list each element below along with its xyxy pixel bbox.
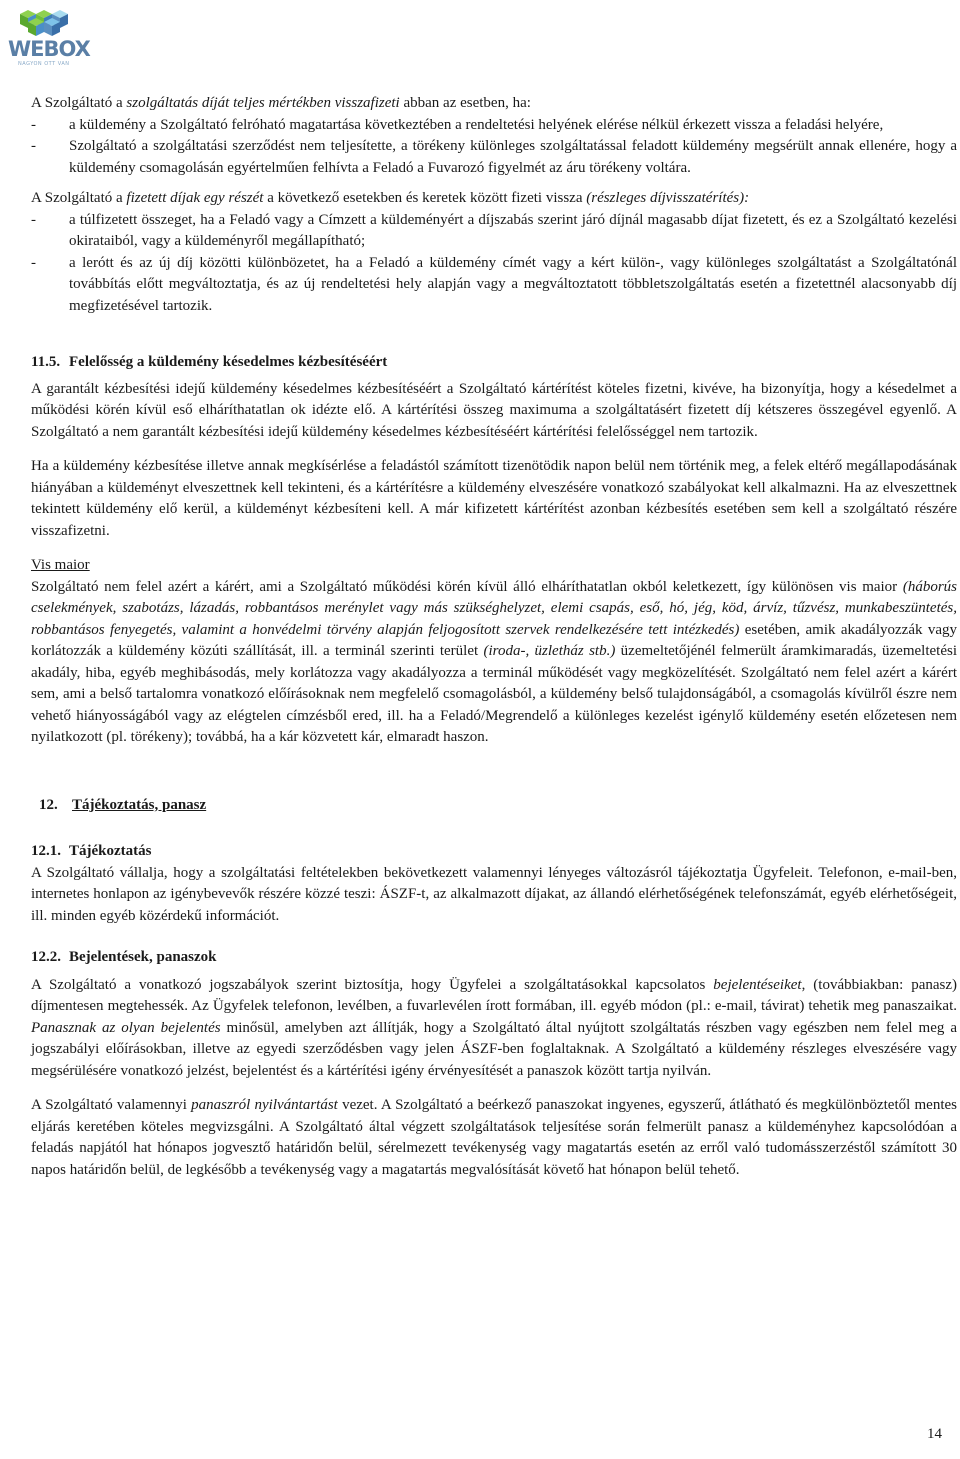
italic-run: (részleges díjvisszatérítés): (586, 190, 750, 206)
text-run: Szolgáltató nem felel azért a kárért, ami a Szolgáltató működési körén kívül álló elháríthatatlan okból keletkezett, így különösen vis maior (31, 578, 903, 595)
list-dash: - (31, 116, 36, 133)
list-dash: - (31, 138, 36, 154)
text-run: A Szolgáltató a vonatkozó jogszabályok szerint biztosítja, hogy Ügyfelei a szolgáltatásokkal kapcsolatos (31, 976, 714, 993)
section-heading-12-1 (31, 841, 957, 863)
section-number: 12. (39, 796, 58, 813)
text-run: vezet. A Szolgáltató a beérkező panaszokat ingyenes, egyszerű, átlátható és megkülönböztetől mentes eljárás keretében köteles megvizsgálni. A Szolgáltató által végzett szolgáltatások teljesítése során felmerült panasz a küldeményhez kapcsolódóan a feladás napjától hat hónapos jogvesztő határidőn belül, sérelmezett tevékenység vagy magatartás esetén az erről való tudomásszerzéstől számított 30 napos határidőn belül, de legkésőbb a tevékenység vagy a magatartás megvalósítását követő hat hónapon belül tehető. (31, 1097, 957, 1178)
list-item (31, 253, 957, 318)
list-item (31, 210, 957, 253)
section-title: Tájékoztatás (69, 843, 152, 859)
text-run: A Szolgáltató valamennyi (31, 1097, 192, 1113)
list-item-text: a lerótt és az új díj közötti különbözetet, ha a Feladó a küldemény címét vagy a kért külön-, vagy különleges szolgáltatást a Szolgáltatónál továbbítás előtt megváltoztatja, és az új rendeltetési hely alapján vagy a megváltoztatott többletszolgáltatás esetén a fizetettnél alacsonyabb díj megfizetésével tartozik. (69, 254, 957, 314)
text-run: A Szolgáltató a (31, 190, 127, 206)
logo-cubes-icon (16, 4, 72, 40)
text-run: a következő esetekben és keretek között fizeti vissza (263, 190, 587, 206)
text-run: abban az esetben, ha: (399, 95, 531, 111)
paragraph-vis-maior (31, 577, 957, 749)
list-item-text: a küldemény a Szolgáltató felróható magatartása következtében a rendeltetési helyének elérése nélkül érkezett vissza a feladási helyére, (69, 116, 884, 133)
logo-brand-text: WEBOX (8, 37, 90, 61)
section-title: Felelősség a küldemény késedelmes kézbesítéséért (69, 354, 388, 370)
section-heading-12 (39, 795, 957, 817)
text-run: üzemeltetőjénél felmerült áramkimaradás, üzemeltetési akadály, hiba, egyéb meghibásodás, mely korlátozza vagy akadályozza a terminál működését vagy megközelítését. Szolgáltató nem felel azért a kárért sem, ami a belső tartalomra vonatkozó előírásoknak nem megfelelő csomagolásból, a küldemény belső tulajdonságából, a csomagolás kívülről észre nem vehető hiányosságából vagy az elégtelen címzésből ered, ill. ha a Feladó/Megrendelő a különleges kezelést igénylő küldemény esetén előzetesen nem nyilatkozott (pl. törékeny); továbbá, ha a kár közvetett kár, elmaradt haszon. (31, 643, 957, 745)
paragraph-delay-liability: A garantált kézbesítési idejű küldemény késedelmes kézbesítéséért a Szolgáltató kártérítést köteles fizetni, kivéve, ha bizonyítja, hogy a késedelmet a működési körén kívül eső elháríthatatlan ok idézte elő. A kártérítési összeg maximuma a szolgáltatásért fizetett díj kétszeres összegével egyenlő. A Szolgáltató a nem garantált kézbesítési idejű küldemény késedelmes kézbesítéséért kártérítési felelősséggel nem tartozik. (31, 380, 957, 440)
italic-run: fizetett díjak egy részét (126, 190, 264, 206)
section-title: Tájékoztatás, panasz (72, 796, 207, 813)
text-run: minősül, amelyben azt állítják, hogy a Szolgáltató által nyújtott szolgáltatás részben vagy egészben nem felel meg a jogszabályi előírásokban, illetve az egyedi szerződésben vagy jelen ÁSZF-ben foglaltaknak. A Szolgáltató a küldemény részleges elveszésére vagy megsérülésére vonatkozó jelzést, bejelentést és a kártérítési igény érvényesítését a panaszok között tartja nyilván. (31, 1019, 957, 1079)
vis-maior-title: Vis maior (31, 557, 90, 573)
webox-logo (8, 4, 90, 67)
section-number: 12.2. (31, 949, 61, 965)
paragraph-full-refund (31, 93, 957, 115)
section-number: 12.1. (31, 843, 61, 859)
list-dash: - (31, 211, 36, 228)
section-heading-12-2 (31, 947, 957, 969)
section-number: 11.5. (31, 354, 61, 370)
section-title: Bejelentések, panaszok (69, 949, 217, 965)
italic-run: Panasznak az olyan bejelentés (31, 1019, 221, 1036)
list-item (31, 115, 957, 137)
text-run: , (továbbiakban: panasz) díjmentesen megtehessék. Az Ügyfelek telefonon, levélben, a fuvarlevélen írott formában, ill. egyéb módon (pl.: e-mail, távirat) tehetik meg panaszaikat. (31, 976, 957, 1014)
paragraph-partial-refund (31, 188, 957, 210)
vis-maior-heading (31, 555, 957, 577)
document-body (31, 93, 957, 1181)
section-heading-11-5 (31, 352, 957, 374)
paragraph-complaints (31, 975, 957, 1083)
list-item-text: a túlfizetett összeget, ha a Feladó vagy a Címzett a küldeményért a díjszabás szerint járó díjnál magasabb díjat fizetett, és ez a Szolgáltató kezelési okirataiból, vagy a küldeményről megállapítható; (69, 211, 957, 249)
paragraph-complaint-register (31, 1095, 957, 1181)
text-run: esetében, amik akadályozzák vagy korlátozzák a küldemény közúti szállítását, ill. a terminál szerinti terület (31, 621, 957, 659)
italic-run: szolgáltatás díját teljes mértékben visszafizeti (126, 95, 400, 111)
list-dash: - (31, 254, 36, 271)
paragraph-information: A Szolgáltató vállalja, hogy a szolgáltatási feltételekben bekövetkezett valamennyi lényeges változásról tájékoztatja Ügyfeleit. Telefonon, e-mail-ben, internetes honlapon az igénybevevők részére közzé teszi: ÁSZF-t, az alkalmazott díjakat, az állandó elérhetőségének telefonszámát, egyéb elérhetőségeit, ill. minden egyéb közérdekű információt. (31, 864, 957, 924)
list-item-text: Szolgáltató a szolgáltatási szerződést nem teljesítette, a törékeny különleges szolgáltatással feladott küldemény megsérült annak ellenére, hogy a küldemény csomagolásán egyértelműen felhívta a Feladó a Fuvarozó figyelmét az áru törékeny voltára. (69, 138, 957, 176)
paragraph-lost-shipment: Ha a küldemény kézbesítése illetve annak megkísérlése a feladástól számított tizenötödik napon belül nem történik meg, a felek eltérő megállapodásának hiányában a küldeményt elveszettnek kell tekinteni, és a kártérítésre a küldemény elveszésére vonatkozó szabályokat kell alkalmazni. Ha az elveszettnek tekintett küldemény elő kerül, a küldeményt kézbesíteni kell. A már kifizetett kártérítést azonban kézbesítés esetében sem kell a szolgáltató részére visszafizetni. (31, 458, 957, 539)
italic-run: (iroda-, üzletház stb.) (483, 643, 616, 659)
list-item (31, 136, 957, 179)
text-run: A Szolgáltató a (31, 95, 127, 111)
logo-tagline: NAGYON OTT VAN (18, 61, 70, 67)
italic-run: panaszról nyilvántartást (191, 1097, 338, 1113)
italic-run: (háborús cselekmények, szabotázs, lázadás, robbantásos merénylet vagy más szükséghelyzet, elemi csapás, eső, hó, jég, köd, árvíz, tűzvész, munkabeszüntetés, robbantásos fenyegetés, valamint a honvédelmi törvény alapján feljogosított szervek rendelkezésére tett intézkedés) (31, 578, 957, 638)
italic-run: bejelentéseiket (713, 976, 802, 993)
page-number: 14 (927, 1426, 942, 1442)
